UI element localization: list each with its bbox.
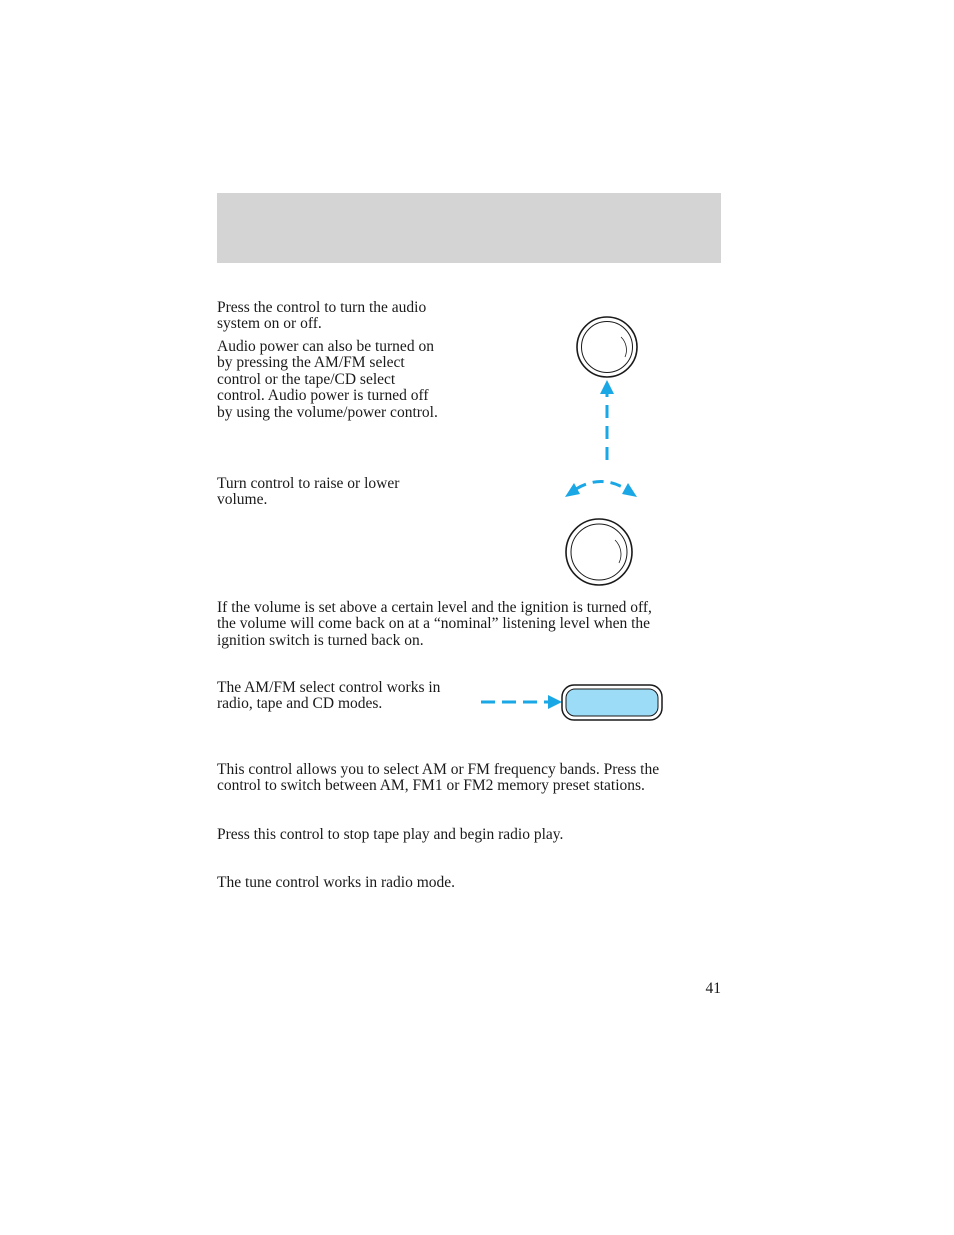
power-knob-figure	[570, 310, 650, 470]
stop-tape-text: Press this control to stop tape play and begin radio play.	[217, 826, 564, 843]
tune-mode-text: The tune control works in radio mode.	[217, 874, 456, 891]
power-alternatives-text: Audio power can also be turned on by pressing the AM/FM select control or the tape/CD select control. Audio power is turned off by using the volume/power control.	[217, 338, 438, 421]
amfm-bands-text: This control allows you to select AM or FM frequency bands. Press the control to switch between AM, FM1 or FM2 memory preset stations.	[217, 761, 660, 795]
volume-turn-text: Turn control to raise or lower volume.	[217, 475, 400, 509]
rotate-arrow-figure	[560, 475, 642, 505]
volume-nominal-text: If the volume is set above a certain level and the ignition is turned off, the volume will come back on at a “nominal” listening level when the ignition switch is turned back on.	[217, 599, 652, 649]
amfm-button-icon	[562, 685, 662, 720]
volume-knob-figure	[560, 513, 640, 593]
rotate-arrow-icon	[565, 482, 637, 498]
press-up-arrow-icon	[600, 380, 614, 460]
volume-knob-icon	[566, 519, 632, 585]
right-arrow-icon	[481, 695, 562, 709]
power-press-text: Press the control to turn the audio system on or off.	[217, 299, 427, 333]
section-header-band	[217, 193, 721, 263]
power-knob-icon	[577, 317, 637, 377]
amfm-button-figure	[478, 682, 668, 724]
page-number: 41	[705, 980, 721, 997]
amfm-modes-text: The AM/FM select control works in radio, tape and CD modes.	[217, 679, 441, 713]
